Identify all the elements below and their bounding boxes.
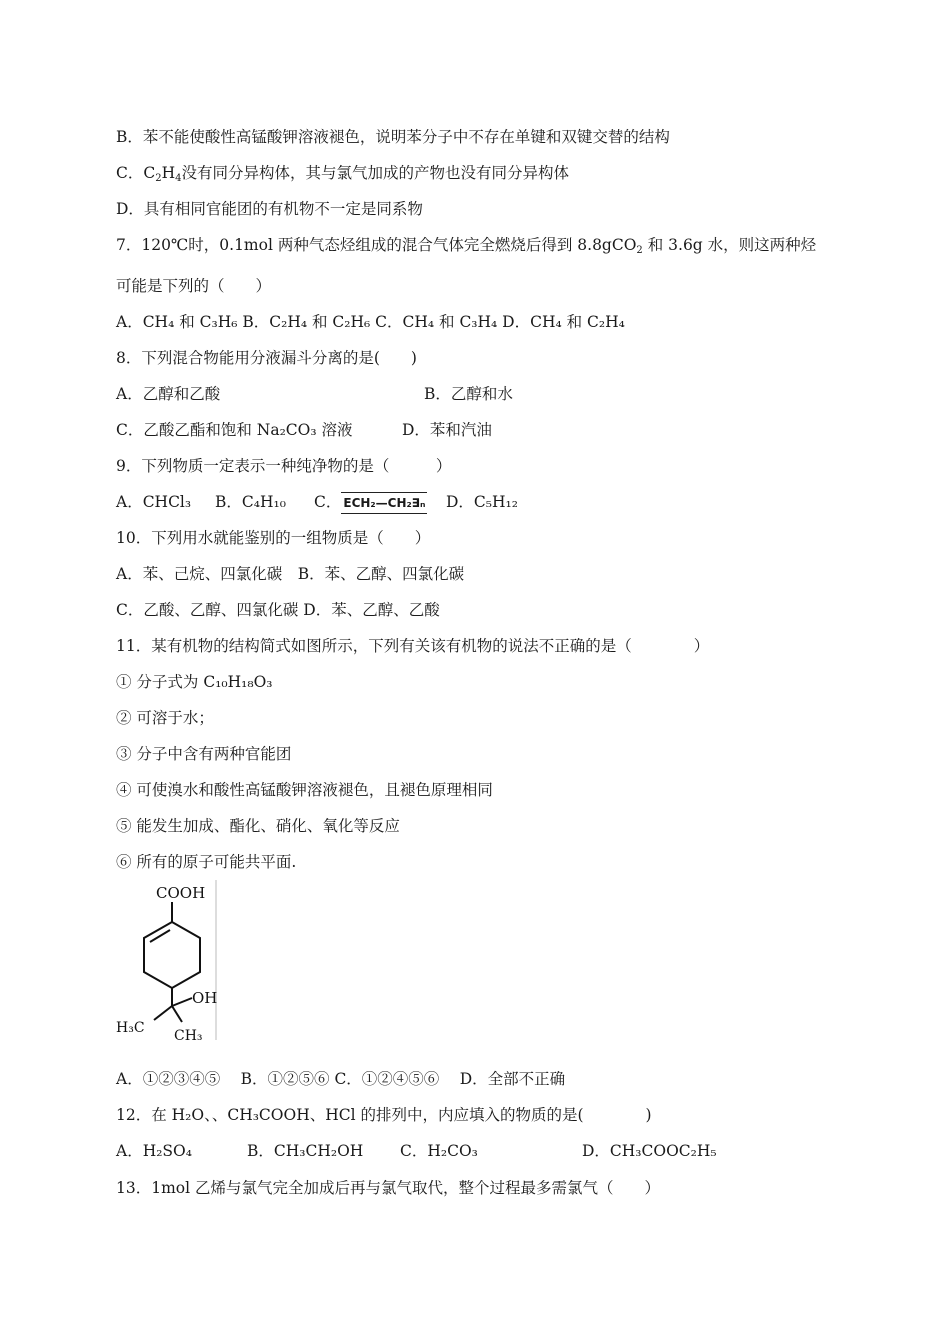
q10-options-row2: C．乙酸、乙醇、四氯化碳 D．苯、乙醇、乙酸 bbox=[116, 601, 440, 619]
q11-stem: 11．某有机物的结构简式如图所示，下列有关该有机物的说法不正确的是（ ） bbox=[116, 637, 710, 655]
right-methyl-bond bbox=[172, 1006, 182, 1022]
q12-option-a: A．H₂SO₄ bbox=[116, 1142, 192, 1160]
q7-options: A．CH₄ 和 C₃H₆ B．C₂H₄ 和 C₂H₆ C．CH₄ 和 C₃H₄ D．CH₄ 和 C₂H₄ bbox=[116, 313, 625, 331]
left-methyl-bond bbox=[154, 1006, 172, 1020]
q6-option-d: D．具有相同官能团的有机物不一定是同系物 bbox=[116, 200, 423, 218]
q11-statement-6: ⑥ 所有的原子可能共平面. bbox=[116, 853, 297, 871]
q10-stem: 10．下列用水就能鉴别的一组物质是（ ） bbox=[116, 529, 431, 547]
q8-option-a: A．乙醇和乙酸 bbox=[116, 385, 221, 403]
q8-option-c: C．乙酸乙酯和饱和 Na₂CO₃ 溶液 bbox=[116, 421, 353, 439]
left-methyl-label: H₃C bbox=[116, 1020, 145, 1036]
q9-option-b: B．C₄H₁₀ bbox=[215, 493, 286, 511]
q8-stem: 8．下列混合物能用分液漏斗分离的是( ) bbox=[116, 349, 417, 367]
q12-stem: 12．在 H₂O、、CH₃COOH、HCl 的排列中，内应填入的物质的是( ) bbox=[116, 1106, 652, 1124]
q10-options-row1: A．苯、己烷、四氯化碳 B．苯、乙醇、四氯化碳 bbox=[116, 565, 465, 583]
q7-stem-line1: 7．120℃时，0.1mol 两种气态烃组成的混合气体完全燃烧后得到 8.8gCO$_2$ 和 3.6g 水，则这两种烃 bbox=[116, 236, 817, 256]
q6-option-c: C．$C_2H_4$没有同分异构体，其与氯气加成的产物也没有同分异构体 bbox=[116, 164, 570, 184]
q7-stem-line2: 可能是下列的（ ） bbox=[116, 277, 272, 295]
q8-option-d: D．苯和汽油 bbox=[402, 421, 492, 439]
q11-statement-1: ① 分子式为 C₁₀H₁₈O₃ bbox=[116, 673, 273, 691]
right-methyl-label: CH₃ bbox=[174, 1028, 203, 1044]
cyclohexene-ring bbox=[144, 922, 200, 988]
q11-statement-4: ④ 可使溴水和酸性高锰酸钾溶液褪色，且褪色原理相同 bbox=[116, 781, 493, 799]
q11-statement-3: ③ 分子中含有两种官能团 bbox=[116, 745, 292, 763]
q9-option-a: A．CHCl₃ bbox=[116, 493, 192, 511]
q12-option-d: D．CH₃COOC₂H₅ bbox=[582, 1142, 717, 1160]
oh-bond bbox=[172, 998, 192, 1006]
q11-statement-2: ② 可溶于水； bbox=[116, 709, 214, 727]
q13-stem: 13．1mol 乙烯与氯气完全加成后再与氯气取代，整个过程最多需氯气（ ） bbox=[116, 1179, 661, 1197]
oh-label: OH bbox=[192, 989, 218, 1007]
q8-option-b: B．乙醇和水 bbox=[424, 385, 513, 403]
cooh-label: COOH bbox=[156, 884, 206, 902]
q9-option-d: D．C₅H₁₂ bbox=[446, 493, 518, 511]
q6-option-b: B．苯不能使酸性高锰酸钾溶液褪色，说明苯分子中不存在单键和双键交替的结构 bbox=[116, 128, 670, 146]
q9-stem: 9．下列物质一定表示一种纯净物的是（ ） bbox=[116, 457, 452, 475]
q11-options: A．①②③④⑤ B．①②⑤⑥ C．①②④⑤⑥ D．全部不正确 bbox=[116, 1070, 566, 1088]
structural-formula bbox=[112, 880, 222, 1045]
q9-option-c: C． ECH₂—CH₂∃ₙ bbox=[314, 492, 427, 514]
q12-option-c: C．H₂CO₃ bbox=[400, 1142, 478, 1160]
q11-statement-5: ⑤ 能发生加成、酯化、硝化、氧化等反应 bbox=[116, 817, 400, 835]
polyethylene-formula: ECH₂—CH₂∃ₙ bbox=[341, 492, 427, 514]
q12-option-b: B．CH₃CH₂OH bbox=[247, 1142, 364, 1160]
